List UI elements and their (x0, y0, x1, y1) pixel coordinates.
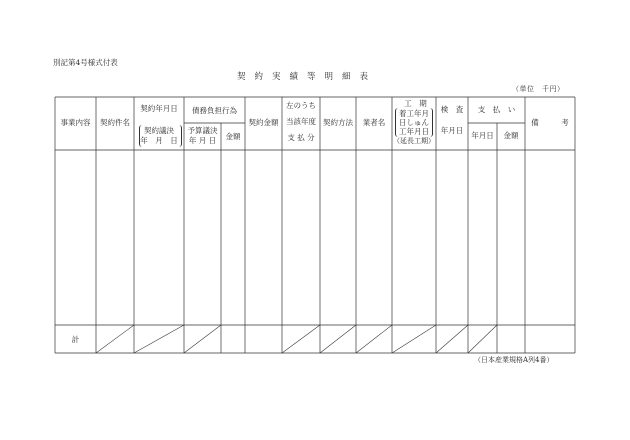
header-contract-name: 契約件名 (100, 118, 130, 127)
header-contract-date: 契約年月日 (140, 104, 178, 113)
header-contract-method: 契約方法 (323, 118, 353, 127)
header-fy-line3: 支 払 分 (287, 133, 315, 142)
header-payment: 支 払 い (477, 105, 516, 114)
header-debt-amount: 金額 (225, 132, 241, 141)
header-budget-resolution: 予算議決 (187, 126, 218, 135)
header-business: 事業内容 (60, 118, 91, 127)
header-contract-resolution-date: 年 月 日 (140, 136, 178, 145)
footer-standard-note: （日本産業規格A列4番） (474, 356, 554, 364)
header-contract-resolution: 契約議決 (144, 126, 174, 135)
header-fy-line2: 当該年度 (286, 117, 316, 126)
header-budget-resolution-date: 年 月 日 (188, 136, 217, 145)
header-remarks: 備 考 (531, 118, 569, 127)
header-fy-line1: 左のうち (286, 101, 316, 110)
header-payment-amount: 金額 (503, 131, 519, 140)
header-period-line2: 日しゅん (399, 118, 429, 127)
form-number: 別記第4号様式付表 (53, 58, 118, 67)
header-payment-date: 年月日 (471, 131, 494, 140)
header-contract-amount: 契約金額 (248, 118, 279, 127)
form-title: 契約実績等明細表 (237, 72, 378, 82)
total-label: 計 (71, 335, 80, 344)
header-period-title: 工 期 (404, 99, 427, 108)
header-period-line4: （延長工期） (393, 137, 435, 145)
header-vendor: 業者名 (362, 118, 386, 127)
unit-note: （単位 千円） (512, 85, 565, 93)
header-debt-burden: 債務負担行為 (192, 106, 237, 115)
header-period-line3: 工年月日 (399, 127, 429, 136)
header-inspection-date: 年月日 (440, 126, 464, 135)
header-period-line1: 着工年月 (399, 109, 429, 118)
header-inspection: 検 査 (440, 105, 464, 114)
